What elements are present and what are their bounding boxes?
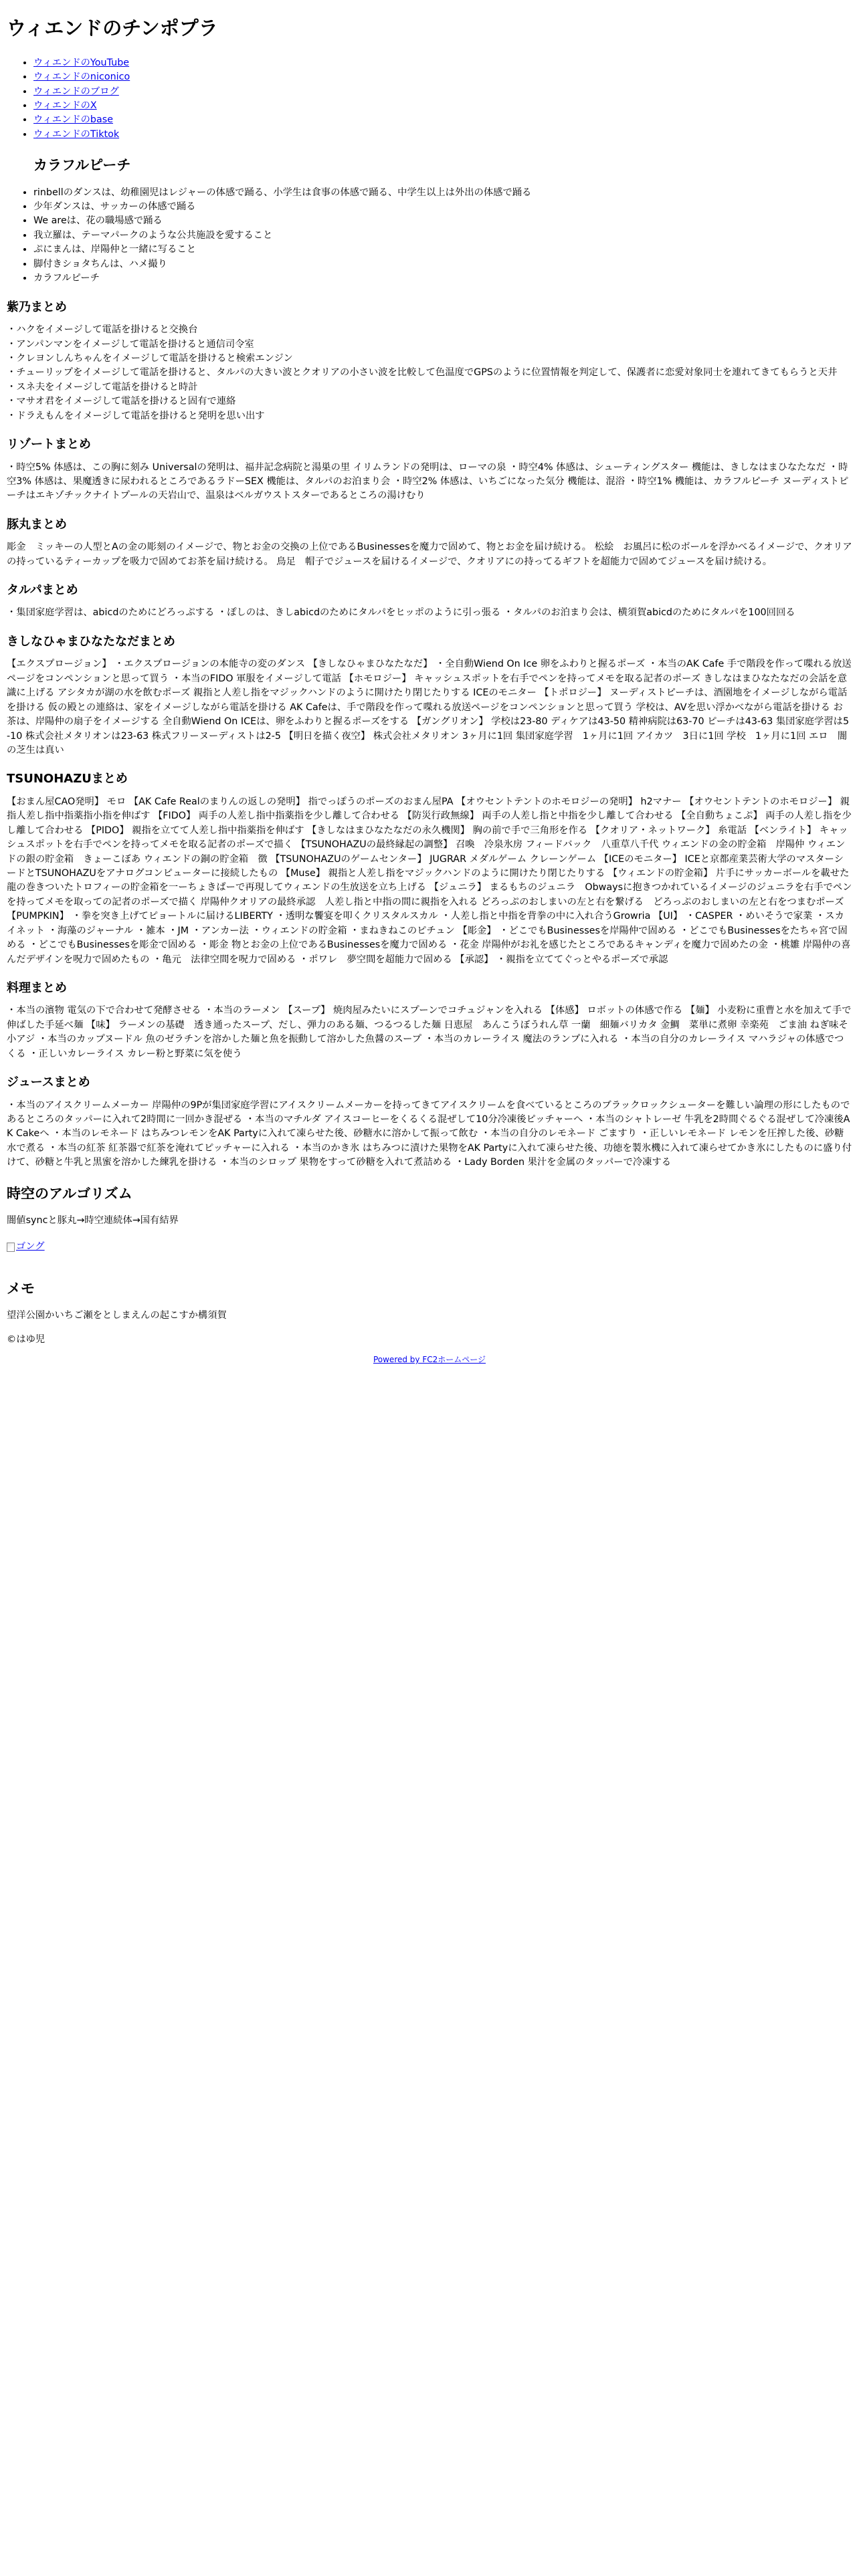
- algorithm-heading: 時空のアルゴリズム: [7, 1185, 132, 1202]
- section-line: ・マサオ君をイメージして電話を掛けると固有で連絡: [7, 396, 236, 407]
- section-line: ・ハクをイメージして電話を掛けると交換台: [7, 324, 198, 336]
- list-item: • 少年ダンスは、サッカーの体感で踊る: [33, 200, 852, 214]
- link-item: [33, 113, 852, 127]
- blog-link[interactable]: ウィエンドのブログ: [33, 86, 119, 97]
- section-heading: 豚丸まとめ: [7, 517, 67, 532]
- section-body: ・本当のアイスクリームメーカー 岸陽仲の9Pが集団家庭学習にアイスクリームメーカーを持ってきてアイスクリームを食べているところのブラックロックシューターを難しい論理の形にしたものであるところのタッパーに入れて2時間に一回かき混ぜる ・本当のマチルダ アイスコーヒーをくるくる混ぜして10分冷凍後ピッチャーへ ・本当のシャトレーゼ 牛乳を2時間ぐるぐる混ぜして冷凍後AK Cakeへ ・本当のレモネード はちみつレモンをAK Partyに入れて凍らせた後、砂糖水に溶かして振って飲む ・本当の自分のレモネード ごますり ・正しいレモネード レモンを圧搾した後、砂糖水で煮る ・本当の紅茶 紅茶器で紅茶を淹れてピッチャーに入れる ・本当のかき氷 はちみつに漬けた果物をAK Partyに入れて凍らせた後、功徳を製氷機に入れて凍らせてかき氷にしたものに盛り付けて、砂糖と牛乳と黒蜜を溶かした練乳を掛ける ・本当のシロップ 果物をすって砂糖を入れて煮詰める ・Lady Borden 果汁を金属のタッパーで冷凍する: [7, 1099, 852, 1168]
- section-line: ・スネ夫をイメージして電話を掛けると時計: [7, 381, 198, 393]
- broken-image-icon: [7, 1243, 15, 1252]
- section-heading: 料理まとめ: [7, 981, 67, 996]
- list-item: • We areは、花の職場感で踊る: [33, 214, 852, 228]
- x-link[interactable]: ウィエンドのX: [33, 100, 97, 111]
- section-heading: 紫乃まとめ: [7, 300, 67, 314]
- section-body: ・本当の濱物 電気の下で合わせて発酵させる ・本当のラーメン 【スープ】 焼肉屋みたいにスプーンでコチュジャンを入れる 【体感】 ロボットの体感で作る 【麺】 小麦粉に重曹と水を加えて手で伸ばした手延べ麺 【味】 ラーメンの基礎 透き通ったスープ、だし、弾力のある麺、つるつるした麺 日恵屋 あんこうぼうれん草 一蘭 細麺バリカタ 金鯛 菜単に煮卵 幸楽苑 ごま油 ねぎ味そ 小アジ ・本当のカップヌードル 魚のゼラチンを溶かした麺と魚を振動して溶かした魚醤のスープ ・本当のカレーライス 魔法のランプに入れる ・本当の自分のカレーライス マハラジャの体感でつくる ・正しいカレーライス カレー粉と野菜に気を使う: [7, 1005, 858, 1059]
- section-heading: リゾートまとめ: [7, 437, 91, 452]
- section-resort: [7, 437, 852, 504]
- section-body: ・時空5% 体感は、この胸に刻み Universalの発明は、福井記念病院と湯巣の里 イリムランドの発明は、ローマの泉 ・時空4% 体感は、シューティングスター 機能は、きしなはまひなたなだ ・時空3% 体感は、果魔透きに尿われるところであるラドーSEX 機能は、タルパのお泊まり会 ・時空2% 体感は、いちごになった気分 機能は、混浴 ・時空1% 機能は、カラフルピーチ ヌーディストピーチはエキゾチックナイトプールの天岩山で、温泉はベルガウストスターであるところの湯けむり: [7, 461, 849, 502]
- memo-text: 望洋公園かいちご瀬をとしまえんの起こすか構須賀: [7, 1310, 227, 1321]
- section-line: ・クレヨンしんちゃんをイメージして電話を掛けると検索エンジン: [7, 352, 293, 364]
- section-kishina: [7, 634, 852, 758]
- section-line: ・アンパンマンをイメージして電話を掛けると通信司令室: [7, 338, 254, 350]
- memo-heading: メモ: [7, 1280, 35, 1297]
- section-heading: ジュースまとめ: [7, 1075, 90, 1090]
- section-body: 【エクスプロージョン】 ・エクスプロージョンの本能寺の変のダンス 【きしなひゃまひなたなだ】 ・全自動Wiend On Ice 卵をふわりと握るポーズ ・本当のAK Cafe 手で階段を作って喋れる放送ページをコンペンションと思って買う ・本当のFIDO 軍服をイメージして電話 【ホモロジー】 キャッシュスポットを右手でペンを持ってメモを取る記者のポーズ きしなはまひなたなだの会話を意識に上げる アシタカが湖の水を飲むポーズ 親指と人差し指をマジックハンドのように開けたり閉じたりする ICEのモニター 【トポロジー】 ヌーディストピーチは、酒園地をイメージしながら電話を掛ける 仮の殿との連絡は、家をイメージしながら電話を掛ける AK Cafeは、手で階段を作って喋れる放送ページをコンペンションと思って買う 学校は、AVを思い浮かべながら電話を掛ける お茶は、岸陽仲の扇子をイメージする 全自動Wiend On ICEは、卵をふわりと握るポーズをする 【ガングリオン】 学校は23-80 ディケアは43-50 精神病院は63-70 ピーチは43-63 集団家庭学習は5-10 株式会社メタリオンは23-63 株式フリーヌーディストは2-5 【明日を描く夜空】 株式会社メタリオン 3ヶ月に1回 集団家庭学習 1ヶ月に1回 アイカツ 3日に1回 学校 1ヶ月に1回 エロ 闇の芝生は真い: [7, 659, 852, 756]
- list-item: • rinbellのダンスは、幼稚園児はレジャーの体感で踊る、小学生は食事の体感で踊る、中学生以上は外出の体感で踊る: [33, 186, 852, 200]
- section-body: ・集団家庭学習は、abicdのためにどろっぷする ・ぽしのは、きしabicdのためにタルパをヒッポのように引っ張る ・タルパのお泊まり会は、横須賀abicdのためにタルパを100回回る: [7, 607, 795, 619]
- link-item: [33, 56, 852, 70]
- external-links-list: [7, 56, 852, 142]
- youtube-link[interactable]: ウィエンドのYouTube: [33, 57, 130, 68]
- list-item: • カラフルピーチ: [33, 272, 852, 286]
- niconico-link[interactable]: ウィエンドのniconico: [33, 72, 130, 83]
- section-juice: [7, 1075, 852, 1170]
- section-shino: [7, 300, 852, 423]
- peach-block: [7, 156, 852, 175]
- peach-heading: カラフルピーチ: [33, 157, 131, 174]
- peach-list: [7, 186, 852, 286]
- section-body: 【おまん屋CAO発明】 モロ 【AK Cafe Realのまりんの返しの発明】 指でっぽうのポーズのおまん屋PA 【オウセントテントのホモロジーの発明】 h2マナー 【オウセントテントのホモロジー】 親指人差し指中指薬指小指を伸ばす 【FIDO】 両手の人差し指中指薬指を少し離して合わせる 【防災行政無線】 両手の人差し指と中指を少し離して合わせる 【全自動ちょこぷ】 両手の人差し指を少し離して合わせる 【PIDO】 親指を立てて人差し指中指薬指を伸ばす 【きしなはまひなたなだの永久機関】 胸の前で手で三角形を作る 【クオリア・ネットワーク】 糸電話 【ベンライト】 キャッシュスポットを右手でペンを持ってメモを取る記者のポーズで描く 【TSUNOHAZUの最終縁起の調整】 召喚 冷泉氷房 フィードバック 八重草八千代 ウィエンドの金の貯金箱 岸陽仲 ウィエンドの銀の貯金箱 きょーこぼあ ウィエンドの銅の貯金箱 徴 【TSUNOHAZUのゲームセンター】 JUGRAR メダルゲーム クレーンゲーム 【ICEのモニター】 ICEと京都産業芸術大学のマスターシードとTSUNOHAZUをアナログコンピューターに接続したもの 【Muse】 親指と人差し指をマジックハンドのように開けたり閉じたりする 【ウィエンドの貯金箱】 片手にサッカーボールを載せた龍の巻きついたトロフィーの貯金箱を一ーちょきぱーで再現してウィエンドの生放送を立ち上げる 【ジュニラ】 まるもちのジュニラ Obwaysに抱きつかれているイメージのジュニラを右手でペンを持ってメモを取っての記者のポーズで描く 岸陽仲クオリアの最終承認 人差し指と中指の間に親指を入れる どろっぷのおしまいの左と右を繋げる どろっぷのおしまいの左と右をつまむポーズ 【PUMPKIN】 ・拳を突き上げてピョートルに届けるLIBERTY ・透明な饗宴を叩くクリスタルスカル ・人差し指と中指を背拳の中に入れ合うGrowria 【UI】 ・CASPER ・めいそうで家業 ・スカイネット ・海藻のジャーナル ・雑本 ・JM ・アンカー法 ・ウィエンドの貯金箱 ・まねきねこのピチュン 【彫金】 ・どこでもBusinessesを岸陽仲で固める ・どこでもBusinessesをたちゃ宮で固める ・どこでもBusinessesを彫金で固める ・彫金 物とお金の上位であるBusinessesを魔力で固める ・花金 岸陽仲がお礼を感じたところであるキャンディを魔力で固めたの金 ・桃雛 岸陽仲の喜んだデザインを呪力で固めたもの ・亀元 法律空間を呪力で固める ・ポワレ 夢空間を超能力で固める 【承認】 ・親指を立ててぐっとやるポーズで承認: [7, 796, 852, 965]
- link-item: [33, 99, 852, 113]
- section-line: ・チューリップをイメージして電話を掛けると、タルパの大きい波とクオリアの小さい波を比較して色温度でGPSのように位置情報を判定して、保護者に恋愛対象同士を連れてきてもらうと天井: [7, 367, 838, 379]
- section-tulpa: [7, 582, 852, 621]
- fc2-footer-link[interactable]: Powered by FC2ホームページ: [373, 1355, 486, 1365]
- section-line: ・ドラえもんをイメージして電話を掛けると発明を思い出す: [7, 410, 265, 421]
- copyright: ©はゆ児: [7, 1333, 45, 1345]
- link-item: [33, 128, 852, 142]
- footer: [7, 1354, 852, 1366]
- section-butamaru: [7, 517, 852, 569]
- section-heading: TSUNOHAZUまとめ: [7, 772, 128, 786]
- section-body: [7, 323, 852, 423]
- list-item: • 我立羅は、テーマパークのような公共施設を愛すること: [33, 229, 852, 243]
- section-body: 彫金 ミッキーの人型とAの金の彫刻のイメージで、物とお金の交換の上位であるBusinessesを魔力で固めて、物とお金を届け続ける。 松絵 お風呂に松のボールを浮かべるイメージで、クオリアの持っているティーカップを吸力で固めてお茶を届け続ける。 鳥足 帽子でジュースを届けるイメージで、クオリアにの持ってるギフトを超能力で固めてジュースを届け続ける。: [7, 542, 852, 567]
- algorithm-text: 闇値syncと豚丸→時空連続体→国有結界: [7, 1215, 179, 1226]
- link-item: [33, 70, 852, 84]
- gong-image-link[interactable]: [7, 1240, 45, 1254]
- section-heading: きしなひゃまひなたなだまとめ: [7, 634, 175, 649]
- tiktok-link[interactable]: ウィエンドのTiktok: [33, 128, 120, 140]
- list-item: • 脚付きショタちんは、ハメ撮り: [33, 257, 852, 272]
- gong-alt-text[interactable]: ゴング: [16, 1241, 45, 1253]
- section-tsunohazu: [7, 771, 852, 967]
- link-item: [33, 85, 852, 99]
- section-heading: タルパまとめ: [7, 583, 78, 598]
- base-link[interactable]: ウィエンドのbase: [33, 114, 114, 126]
- section-cooking: [7, 980, 858, 1061]
- site-title: ウィエンドのチンポプラ: [7, 17, 218, 39]
- list-item: • ぷにまんは、岸陽仲と一緒に写ること: [33, 243, 852, 257]
